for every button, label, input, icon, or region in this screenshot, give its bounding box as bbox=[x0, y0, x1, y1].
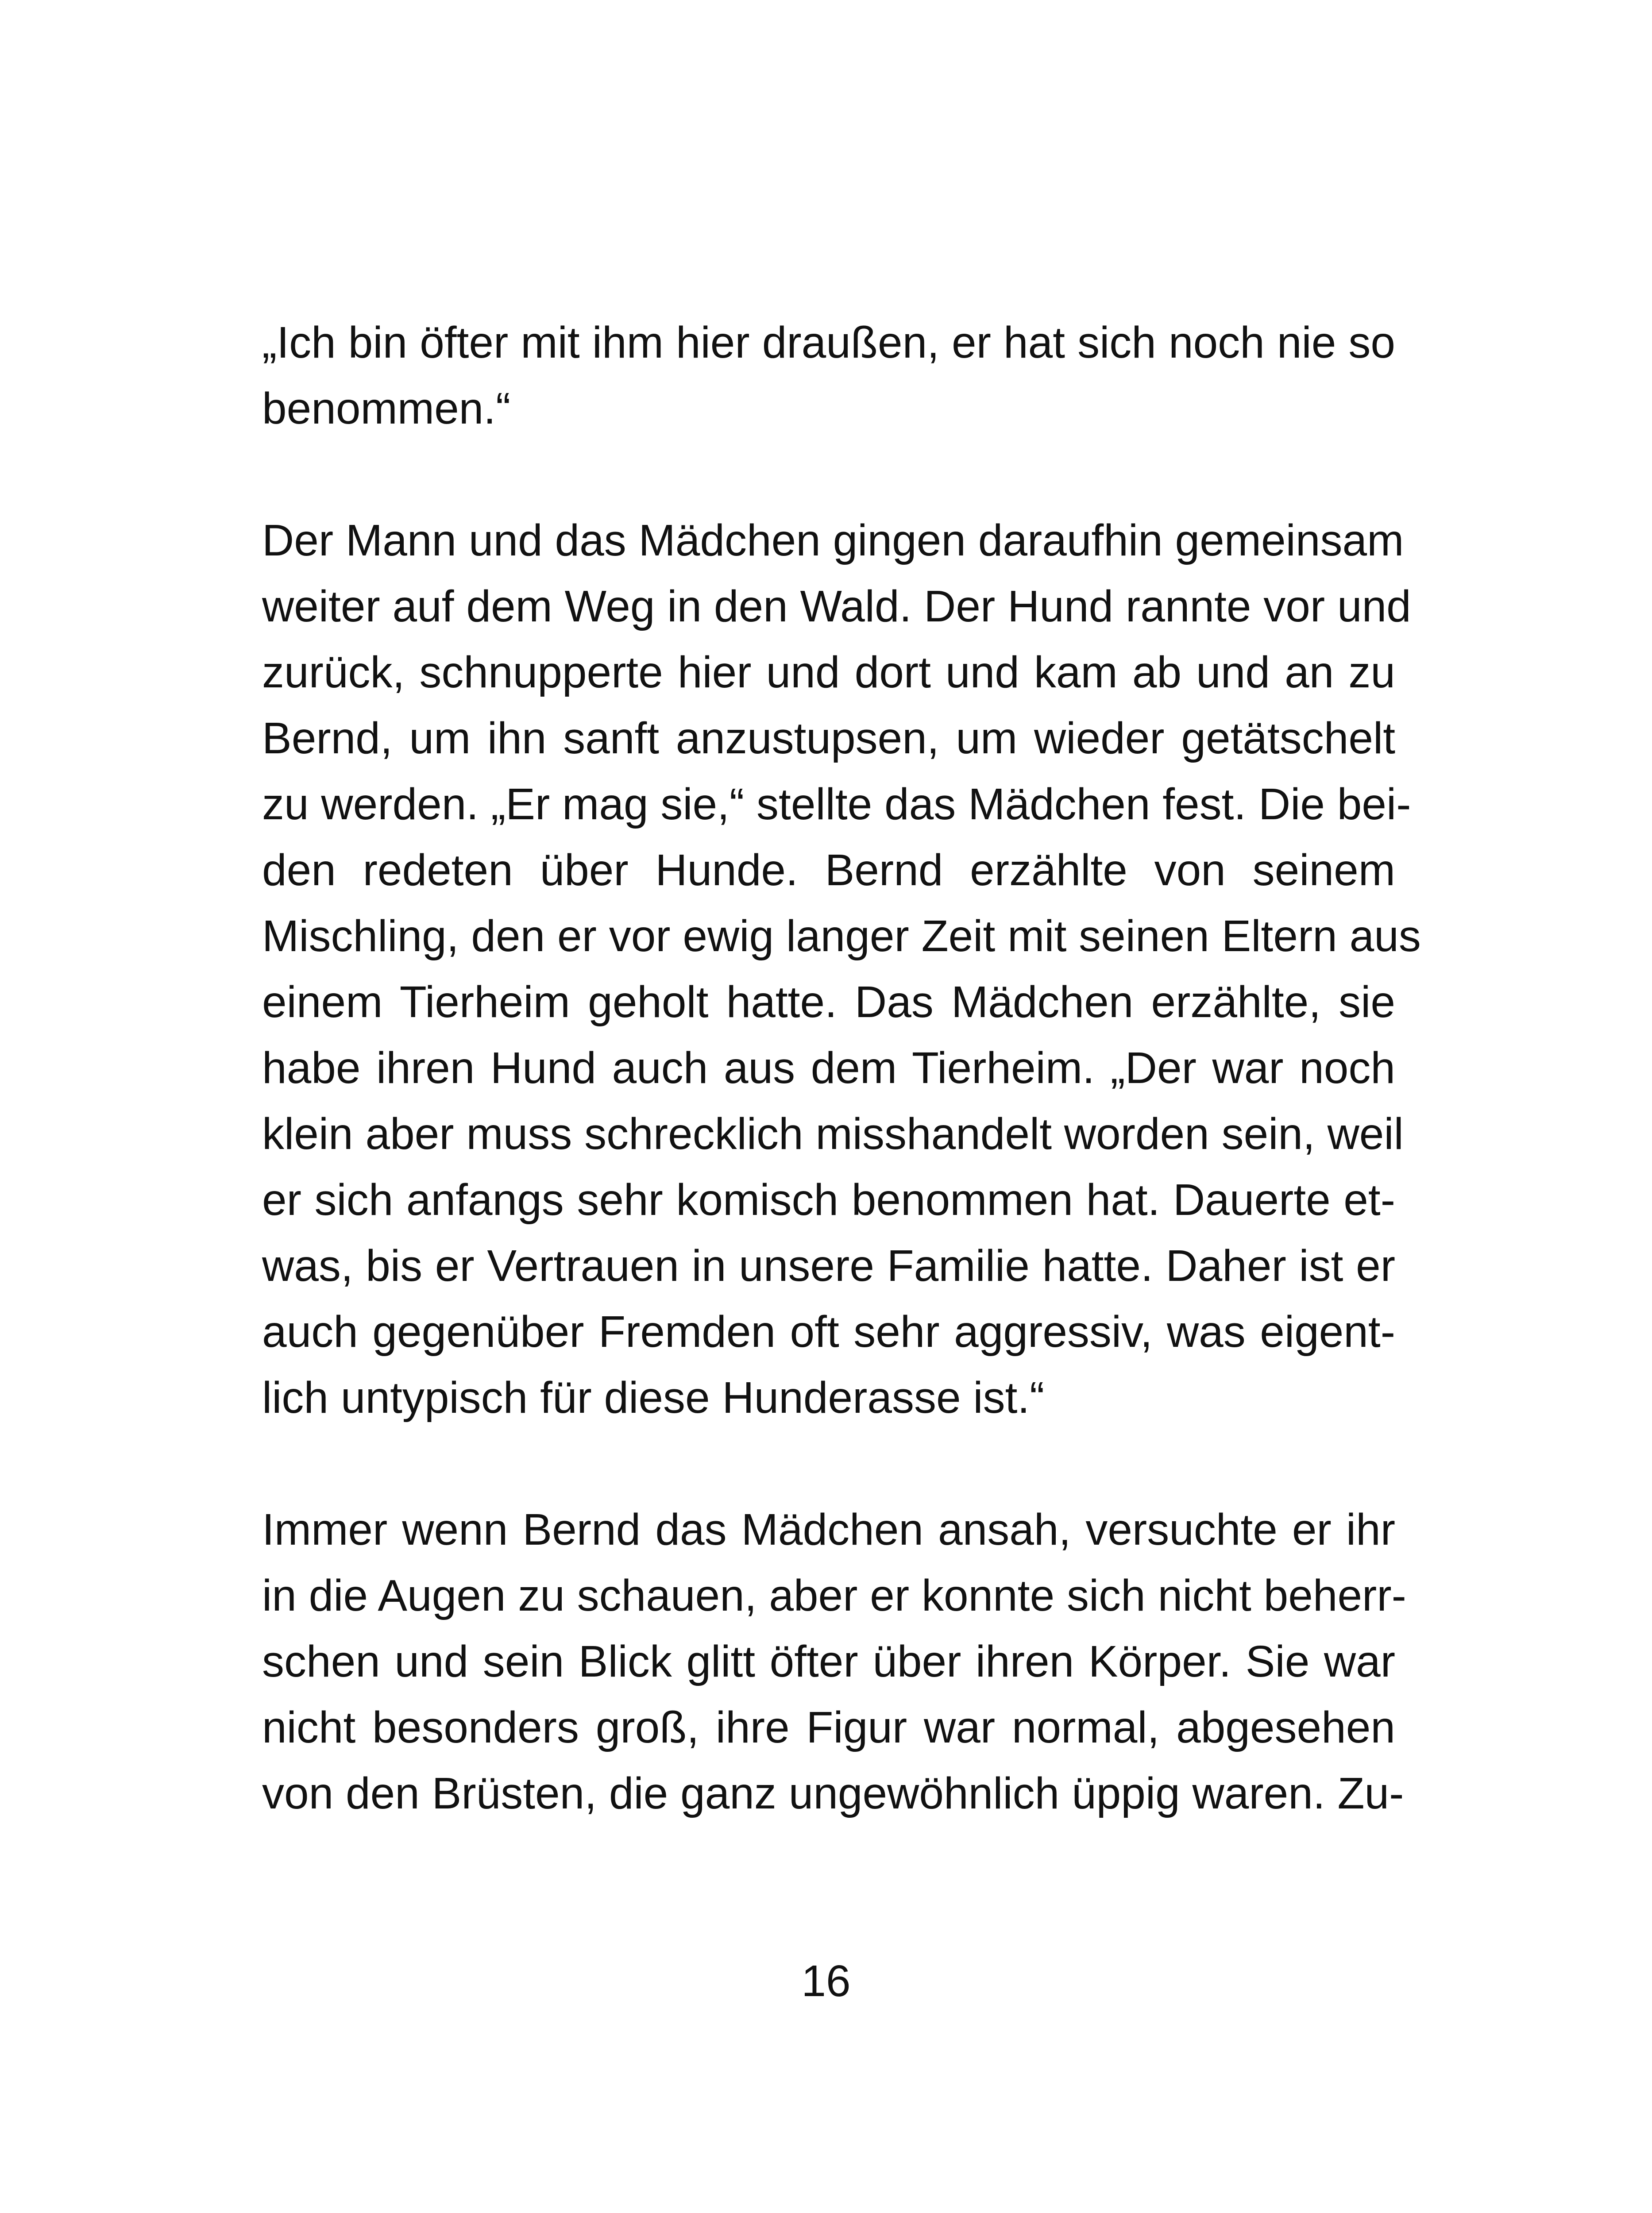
paragraph bbox=[262, 508, 1421, 1431]
page-number: 16 bbox=[801, 1956, 851, 2006]
text-line: Mischling, den er vor ewig langer Zeit mit seinen Eltern aus bbox=[262, 911, 1421, 961]
text-line: benommen.“ bbox=[262, 384, 511, 433]
text-line: auch gegenüber Fremden oft sehr aggressiv, was eigent- bbox=[262, 1307, 1395, 1357]
text-line: weiter auf dem Weg in den Wald. Der Hund rannte vor und bbox=[262, 582, 1411, 631]
text-line: von den Brüsten, die ganz ungewöhnlich üppig waren. Zu- bbox=[262, 1769, 1404, 1818]
paragraph bbox=[262, 310, 1395, 442]
text-line: klein aber muss schrecklich misshandelt worden sein, weil bbox=[262, 1109, 1404, 1159]
text-line: was, bis er Vertrauen in unsere Familie hatte. Daher ist er bbox=[262, 1241, 1395, 1291]
text-line: einem Tierheim geholt hatte. Das Mädchen erzählte, sie bbox=[262, 977, 1395, 1027]
text-line: Bernd, um ihn sanft anzustupsen, um wieder getätschelt bbox=[262, 713, 1395, 763]
text-line: schen und sein Blick glitt öfter über ihren Körper. Sie war bbox=[262, 1637, 1395, 1686]
text-line: in die Augen zu schauen, aber er konnte sich nicht beherr- bbox=[262, 1571, 1406, 1620]
text-line: zurück, schnupperte hier und dort und kam ab und an zu bbox=[262, 648, 1395, 697]
text-line: zu werden. „Er mag sie,“ stellte das Mädchen fest. Die bei- bbox=[262, 779, 1411, 829]
text-line: „Ich bin öfter mit ihm hier draußen, er hat sich noch nie so bbox=[262, 318, 1395, 367]
paragraph-gap bbox=[262, 1431, 1395, 1497]
text-line: nicht besonders groß, ihre Figur war normal, abgesehen bbox=[262, 1703, 1395, 1752]
text-line: er sich anfangs sehr komisch benommen hat. Dauerte et- bbox=[262, 1175, 1395, 1225]
text-line: den redeten über Hunde. Bernd erzählte von seinem bbox=[262, 845, 1395, 895]
paragraph bbox=[262, 1497, 1406, 1827]
text-line: Immer wenn Bernd das Mädchen ansah, versuchte er ihr bbox=[262, 1505, 1395, 1554]
text-line: Der Mann und das Mädchen gingen daraufhin gemeinsam bbox=[262, 516, 1404, 565]
text-line: habe ihren Hund auch aus dem Tierheim. „Der war noch bbox=[262, 1043, 1395, 1093]
text-line: lich untypisch für diese Hunderasse ist.“ bbox=[262, 1373, 1045, 1423]
body-text bbox=[262, 310, 1421, 1827]
paragraph-gap bbox=[262, 442, 1395, 508]
